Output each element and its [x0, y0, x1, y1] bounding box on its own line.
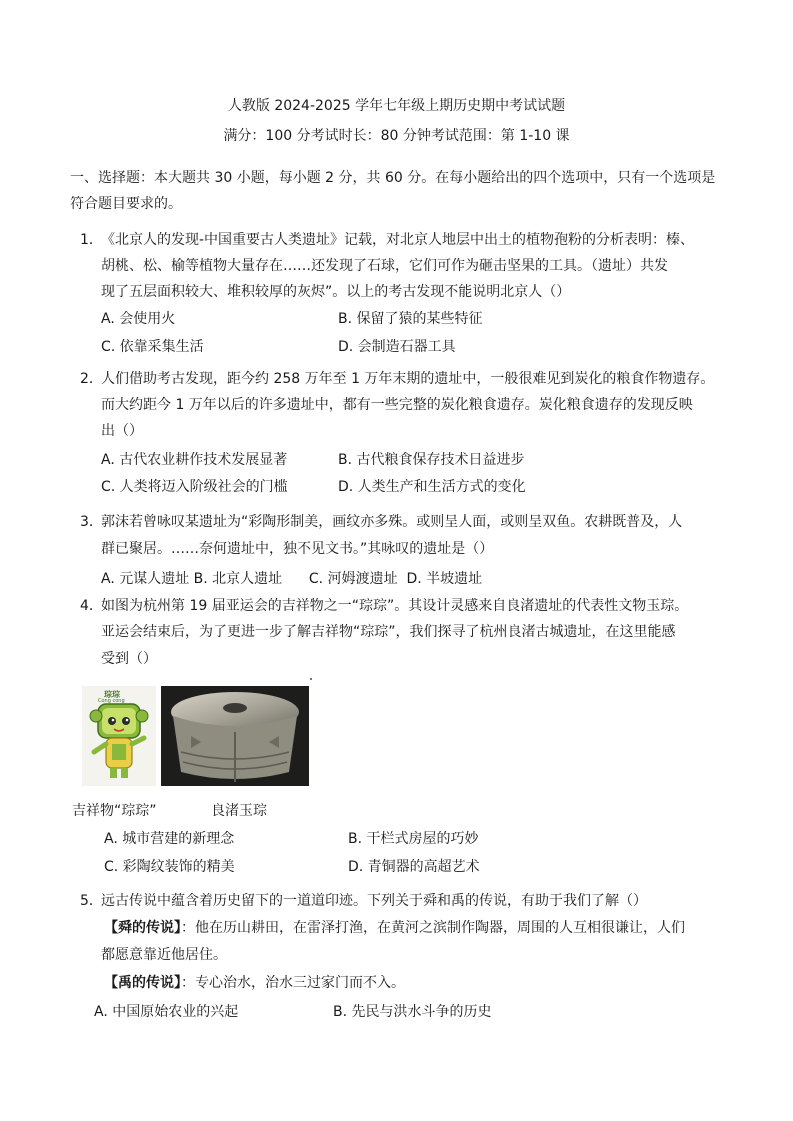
question-4-option-c: C. 彩陶纹装饰的精美: [104, 859, 235, 875]
caption-mascot: 吉祥物“琮琮”: [72, 803, 157, 819]
question-4-option-b: B. 干栏式房屋的巧妙: [348, 831, 479, 847]
question-1-option-a: A. 会使用火: [101, 311, 176, 327]
question-2-line2: 而大约距今 1 万年以后的许多遗址中，都有一些完整的炭化粮食遗存。炭化粮食遗存的发现反映: [101, 397, 693, 413]
exam-subtitle: 满分：100 分考试时长：80 分钟考试范围：第 1-10 课: [223, 128, 570, 144]
question-1-line1: 《北京人的发现-中国重要古人类遗址》记载，对北京人地层中出土的植物孢粉的分析表明：榛、: [101, 232, 695, 248]
question-5-yu-line: [104, 973, 405, 993]
question-2-line1: 人们借助考古发现，距今约 258 万年至 1 万年末期的遗址中，一般很难见到炭化的粮食作物遗存。: [101, 371, 715, 387]
yu-legend-label: 【禹的传说】: [104, 975, 181, 991]
jade-cong-illustration: [161, 686, 309, 786]
jade-cong-image: [161, 686, 309, 786]
yu-legend-text: ：专心治水，治水三过家门而不入。: [181, 975, 405, 991]
question-1-line3: 现了五层面积较大、堆积较厚的灰烬”。以上的考古发现不能说明北京人（）: [101, 284, 571, 300]
question-3-options: A. 元谋人遗址 B. 北京人遗址 C. 河姆渡遗址 D. 半坡遗址: [101, 571, 483, 587]
section-heading-line2: 符合题目要求的。: [70, 196, 182, 212]
question-2-option-a: A. 古代农业耕作技术发展显著: [101, 452, 288, 468]
shun-legend-text: ：他在历山耕田，在雷泽打渔，在黄河之滨制作陶器，周围的人互相很谦让，人们: [181, 920, 685, 936]
caption-jade-cong: 良渚玉琮: [211, 803, 267, 819]
mascot-image: [82, 686, 156, 786]
mascot-label: 琮琮: [104, 690, 120, 699]
question-5-number: 5．: [80, 893, 103, 909]
question-2-line3: 出（）: [101, 423, 143, 439]
question-3-number: 3．: [80, 514, 103, 530]
question-3-line2: 群已聚居。……奈何遗址中，独不见文书。”其咏叹的遗址是（）: [101, 541, 494, 557]
question-1-option-b: B. 保留了猿的某些特征: [338, 311, 483, 327]
image-dot: [310, 678, 312, 680]
question-4-number: 4．: [80, 598, 103, 614]
question-5-option-b: B. 先民与洪水斗争的历史: [333, 1004, 492, 1020]
question-4-line1: 如图为杭州第 19 届亚运会的吉祥物之一“琮琮”。其设计灵感来自良渚遗址的代表性文物玉琮。: [101, 598, 689, 614]
question-5-line1: 远古传说中蕴含着历史留下的一道道印迹。下列关于舜和禹的传说，有助于我们了解（）: [101, 893, 647, 909]
shun-legend-label: 【舜的传说】: [104, 920, 181, 936]
question-4-line3: 受到（）: [101, 651, 157, 667]
question-2-option-d: D. 人类生产和生活方式的变化: [338, 479, 526, 495]
question-3-line1: 郭沫若曾咏叹某遗址为“彩陶形制美，画纹亦多殊。或则呈人面，或则呈双鱼。农耕既普及，人: [101, 514, 683, 530]
section-heading-line1: 一、选择题：本大题共 30 小题，每小题 2 分，共 60 分。在每小题给出的四个选项中，只有一个选项是: [70, 170, 716, 186]
question-1-number: 1．: [80, 232, 103, 248]
question-4-line2: 亚运会结束后，为了更进一步了解吉祥物“琮琮”，我们探寻了杭州良渚古城遗址，在这里能感: [101, 624, 676, 640]
question-2-number: 2．: [80, 371, 103, 387]
exam-title: 人教版 2024-2025 学年七年级上期历史期中考试试题: [227, 98, 566, 114]
question-1-option-c: C. 依靠采集生活: [101, 339, 204, 355]
question-2-option-b: B. 古代粮食保存技术日益进步: [338, 452, 525, 468]
mascot-sub-label: Cong cong: [98, 698, 125, 704]
question-5-shun-line1: [104, 918, 685, 938]
question-1-line2: 胡桃、松、榆等植物大量存在……还发现了石球，它们可作为砸击坚果的工具。（遗址）共发: [101, 258, 668, 274]
question-2-option-c: C. 人类将迈入阶级社会的门槛: [101, 479, 288, 495]
question-4-option-d: D. 青铜器的高超艺术: [348, 859, 480, 875]
question-5-option-a: A. 中国原始农业的兴起: [94, 1004, 239, 1020]
question-4-option-a: A. 城市营建的新理念: [104, 831, 235, 847]
question-1-option-d: D. 会制造石器工具: [338, 339, 456, 355]
question-5-shun-line2: 都愿意靠近他居住。: [101, 947, 227, 963]
